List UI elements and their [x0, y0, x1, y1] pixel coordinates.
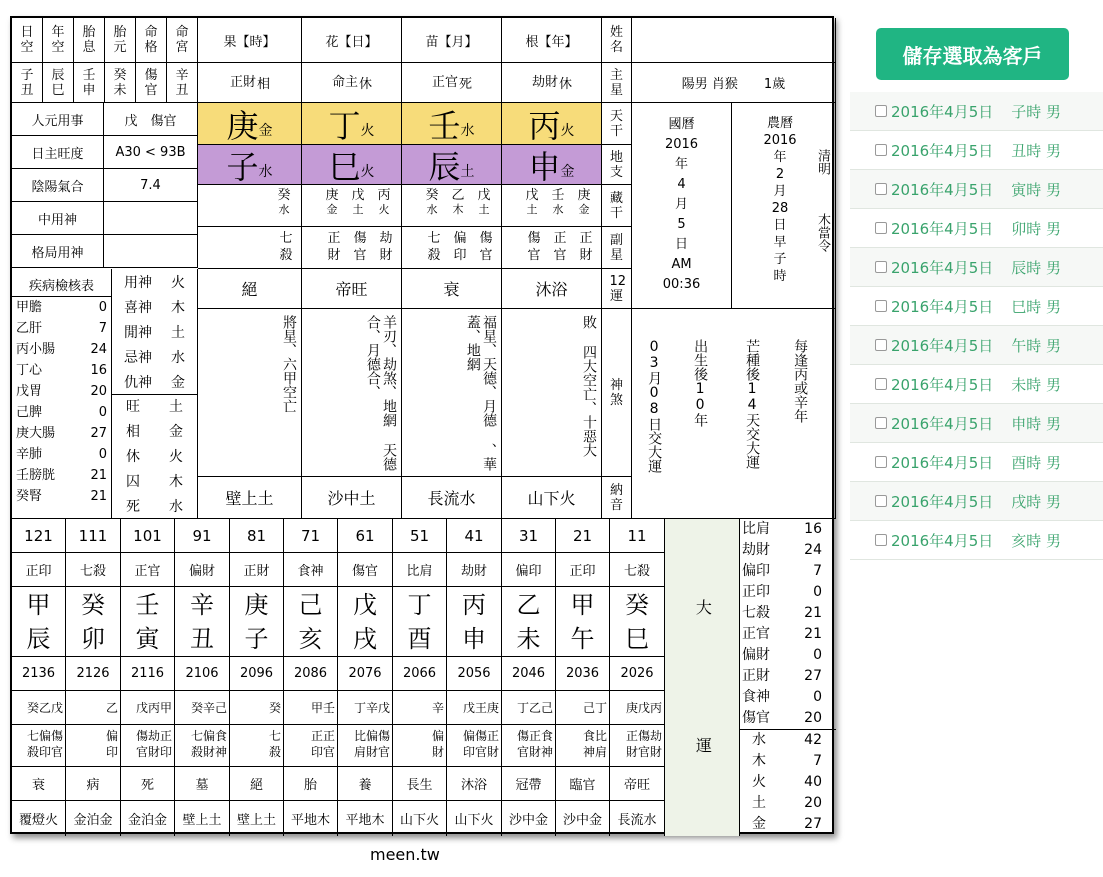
dayun-phase: 墓 [175, 767, 230, 801]
spirit-stars: 敗 四大空亡、十惡大 [502, 309, 602, 477]
hour-item[interactable] [850, 92, 1103, 131]
dayun-hidden: 辛 [393, 691, 447, 725]
hour-list [850, 92, 1103, 560]
dayun-god: 比肩 [393, 553, 447, 587]
hidden-stems: 庚 金戊 土丙 火 [302, 185, 402, 227]
ten-gods-count: 比肩 16 劫財 24 偏印 7 正印 0 七殺 21 正官 21 偏財 0 正財 27 食神 0 傷官 20 [740, 519, 836, 730]
dayun-pillar: 甲 辰 [12, 587, 66, 657]
useful-gods: 用神 火 喜神 木 閒神 土 忌神 水 仇神 金 [112, 269, 198, 395]
nayin: 長流水 [402, 477, 502, 519]
hour-label: 丑時 男 [1011, 141, 1062, 160]
meta-label: 胎元 [105, 18, 136, 63]
element-count: 水 42 木 7 火 40 土 20 金 27 [752, 732, 822, 832]
site-footer: meen.tw [370, 845, 440, 864]
heavenly-stem: 丁 $_火$ [302, 103, 402, 145]
hour-item[interactable] [850, 404, 1103, 443]
meta-label: 命格 [136, 18, 167, 63]
dayun-phase: 沐浴 [447, 767, 502, 801]
dayun-pillar: 乙 未 [502, 587, 556, 657]
dayun-age: 61 [338, 519, 393, 553]
dayun-nayin: 壁上土 [175, 801, 230, 836]
hour-label: 未時 男 [1011, 375, 1062, 394]
dayun-hidden: 丁辛戊 [338, 691, 393, 725]
dayun-phase: 帝旺 [610, 767, 665, 801]
dayun-nayin: 沙中金 [502, 801, 556, 836]
tiangan-label: 天干 [602, 103, 632, 145]
lunar-date: 農曆 2016 年 2 月 28 日 早 子 時 清明 木當令 [732, 103, 836, 309]
dayun-god: 正財 [230, 553, 284, 587]
hour-label: 酉時 男 [1011, 453, 1062, 472]
pillar-header: 花【日】 [302, 18, 402, 63]
dayun-hidden: 庚戊丙 [610, 691, 665, 725]
dayun-year: 2046 [502, 657, 556, 691]
dayun-hidden: 己丁 [556, 691, 610, 725]
dayun-pillar: 壬 寅 [121, 587, 175, 657]
dayun-god: 正印 [12, 553, 66, 587]
main-star: 正財 相 [198, 63, 302, 103]
earthly-branch: 巳 $_火$ [302, 145, 402, 185]
dayun-pillar: 戊 戌 [338, 587, 393, 657]
dayun-hidden: 癸辛己 [175, 691, 230, 725]
dayun-nayin: 金泊金 [66, 801, 121, 836]
dayun-year: 2126 [66, 657, 121, 691]
info-label: 中用神 [12, 202, 104, 235]
heavenly-stem: 庚 $_金$ [198, 103, 302, 145]
hidden-stems: 癸 水 [198, 185, 302, 227]
dayun-phase: 絕 [230, 767, 284, 801]
dayun-god: 食神 [284, 553, 338, 587]
hour-item[interactable] [850, 248, 1103, 287]
hour-date: 2016年4月5日 [891, 141, 994, 160]
earthly-branch: 辰 $_土$ [402, 145, 502, 185]
hour-label: 巳時 男 [1011, 297, 1062, 316]
hour-checkbox[interactable] [875, 144, 887, 156]
life-phase: 沐浴 [502, 269, 602, 309]
meta-label: 日空 [12, 18, 43, 63]
hour-label: 卯時 男 [1011, 219, 1062, 238]
info-value [104, 202, 198, 235]
nayin: 山下火 [502, 477, 602, 519]
dayun-hidden: 癸 [230, 691, 284, 725]
dayun-god: 傷官 [338, 553, 393, 587]
dayun-hidden-gods: 傷劫正 官財印 [121, 725, 175, 767]
meta-value: 壬申 [74, 63, 105, 103]
main-star: 劫財 休 [502, 63, 602, 103]
spirit-stars: 福星、天德、月德 、華蓋、地網 [402, 309, 502, 477]
dayun-age: 31 [502, 519, 556, 553]
disease-checklist: 疾病檢核表 甲膽 0 乙肝 7 丙小腸 24 丁心 16 戊胃 20 己脾 0 庚大腸 27 辛肺 0 壬膀胱 21 癸腎 21 [12, 269, 112, 519]
hour-checkbox[interactable] [875, 534, 887, 546]
dayun-phase: 冠帶 [502, 767, 556, 801]
gregorian-date: 國曆 2016 年 4 月 5 日 AM 00:36 [632, 103, 732, 309]
hour-checkbox[interactable] [875, 105, 887, 117]
dayun-phase: 衰 [12, 767, 66, 801]
dayun-year: 2026 [610, 657, 665, 691]
hour-date: 2016年4月5日 [891, 219, 994, 238]
dayun-year: 2036 [556, 657, 610, 691]
dayun-pillar: 癸 卯 [66, 587, 121, 657]
dayun-hidden: 丁乙己 [502, 691, 556, 725]
hour-date: 2016年4月5日 [891, 414, 994, 433]
hour-label: 午時 男 [1011, 336, 1062, 355]
dayun-hidden-gods: 七偏傷 殺印官 [12, 725, 66, 767]
shensha-label: 神煞 [602, 309, 632, 477]
life-phase: 衰 [402, 269, 502, 309]
hidden-stems: 癸 水乙 木戊 土 [402, 185, 502, 227]
hour-checkbox[interactable] [875, 261, 887, 273]
heavenly-stem: 丙 $_火$ [502, 103, 602, 145]
main-star: 命主 休 [302, 63, 402, 103]
hour-item[interactable] [850, 209, 1103, 248]
hour-checkbox[interactable] [875, 378, 887, 390]
hour-label: 申時 男 [1011, 414, 1062, 433]
fuxing-label: 副星 [602, 227, 632, 269]
meta-value: 辰巳 [43, 63, 74, 103]
bazi-chart [10, 16, 834, 834]
sub-stars: 傷官正官正財 [502, 227, 602, 269]
main-star: 正官 死 [402, 63, 502, 103]
hidden-stems: 戊 土壬 水庚 金 [502, 185, 602, 227]
nayin-label: 納音 [602, 477, 632, 519]
hour-date: 2016年4月5日 [891, 180, 994, 199]
meta-value: 癸未 [105, 63, 136, 103]
meta-label: 命宮 [167, 18, 198, 63]
dayun-god: 正印 [556, 553, 610, 587]
start-luck: 03月08日交大運 出生後10年 芒種後14天交大運 每逢丙或辛年 [632, 309, 836, 519]
nayin: 壁上土 [198, 477, 302, 519]
yun-label: 12運 [602, 269, 632, 309]
meta-label: 胎息 [74, 18, 105, 63]
hour-date: 2016年4月5日 [891, 531, 994, 550]
dayun-phase: 病 [66, 767, 121, 801]
dayun-pillar: 庚 子 [230, 587, 284, 657]
dayun-pillar: 丁 酉 [393, 587, 447, 657]
sub-stars: 七殺 [198, 227, 302, 269]
dayun-god: 劫財 [447, 553, 502, 587]
dayun-nayin: 山下火 [393, 801, 447, 836]
pillar-header: 苗【月】 [402, 18, 502, 63]
hour-date: 2016年4月5日 [891, 492, 994, 511]
dayun-age: 101 [121, 519, 175, 553]
dayun-god: 七殺 [66, 553, 121, 587]
dayun-nayin: 平地木 [284, 801, 338, 836]
hour-label: 子時 男 [1011, 102, 1062, 121]
dayun-age: 71 [284, 519, 338, 553]
dayun-nayin: 山下火 [447, 801, 502, 836]
hour-item[interactable] [850, 482, 1103, 521]
hour-date: 2016年4月5日 [891, 297, 994, 316]
name-label: 姓名 [602, 18, 632, 63]
dayun-label: 大 運 [665, 519, 740, 836]
dayun-hidden-gods: 偏 財 [393, 725, 447, 767]
hour-label: 辰時 男 [1011, 258, 1062, 277]
spirit-stars: 羊刃、劫煞、地網 天德合、月德合、 [302, 309, 402, 477]
pillar-header: 根【年】 [502, 18, 602, 63]
info-label: 格局用神 [12, 235, 104, 268]
hour-checkbox[interactable] [875, 300, 887, 312]
dayun-pillar: 癸 巳 [610, 587, 665, 657]
dayun-nayin: 金泊金 [121, 801, 175, 836]
dayun-hidden-gods: 偏 印 [66, 725, 121, 767]
dayun-age: 51 [393, 519, 447, 553]
earthly-branch: 申 $_金$ [502, 145, 602, 185]
hour-checkbox[interactable] [875, 495, 887, 507]
dayun-year: 2106 [175, 657, 230, 691]
info-value: A30 < 93B [104, 136, 198, 169]
dayun-year: 2066 [393, 657, 447, 691]
info-label: 陰陽氣合 [12, 169, 104, 202]
dayun-god: 正官 [121, 553, 175, 587]
dayun-god: 偏印 [502, 553, 556, 587]
dayun-pillar: 辛 丑 [175, 587, 230, 657]
dayun-hidden: 戊丙甲 [121, 691, 175, 725]
dayun-nayin: 覆燈火 [12, 801, 66, 836]
meta-value: 子丑 [12, 63, 43, 103]
dayun-hidden: 戊王庚 [447, 691, 502, 725]
name-value [632, 18, 836, 63]
hour-label: 戌時 男 [1011, 492, 1062, 511]
dayun-nayin: 壁上土 [230, 801, 284, 836]
dayun-hidden-gods: 正傷劫 財官財 [610, 725, 665, 767]
sub-stars: 七殺偏印傷官 [402, 227, 502, 269]
dayun-hidden-gods: 偏傷正 印官財 [447, 725, 502, 767]
dayun-age: 121 [12, 519, 66, 553]
dayun-age: 111 [66, 519, 121, 553]
save-client-button[interactable]: 儲存選取為客戶 [876, 28, 1069, 80]
hour-checkbox[interactable] [875, 417, 887, 429]
dayun-hidden: 甲壬 [284, 691, 338, 725]
info-label: 人元用事 [12, 103, 104, 136]
dayun-phase: 長生 [393, 767, 447, 801]
dayun-age: 81 [230, 519, 284, 553]
spirit-stars: 將星、六甲空亡 [198, 309, 302, 477]
pillar-header: 果【時】 [198, 18, 302, 63]
hour-item[interactable] [850, 131, 1103, 170]
dayun-pillar: 甲 午 [556, 587, 610, 657]
dayun-nayin: 平地木 [338, 801, 393, 836]
info-value [104, 235, 198, 268]
dayun-phase: 臨官 [556, 767, 610, 801]
dayun-nayin: 沙中金 [556, 801, 610, 836]
hour-date: 2016年4月5日 [891, 375, 994, 394]
dayun-hidden-gods: 比偏傷 肩財官 [338, 725, 393, 767]
hour-checkbox[interactable] [875, 339, 887, 351]
hour-item[interactable] [850, 170, 1103, 209]
nayin: 沙中土 [302, 477, 402, 519]
sub-stars: 正財傷官劫財 [302, 227, 402, 269]
gender-line: 陽男 肖猴 1歲 [632, 63, 836, 103]
hour-label: 亥時 男 [1011, 531, 1062, 550]
info-value: 戊 傷官 [104, 103, 198, 136]
hour-item[interactable] [850, 443, 1103, 482]
dayun-hidden-gods: 七偏食 殺財神 [175, 725, 230, 767]
hour-date: 2016年4月5日 [891, 102, 994, 121]
dayun-hidden: 癸乙戊 [12, 691, 66, 725]
hour-item[interactable] [850, 326, 1103, 365]
dayun-age: 11 [610, 519, 665, 553]
hour-date: 2016年4月5日 [891, 336, 994, 355]
dayun-god: 偏財 [175, 553, 230, 587]
hour-date: 2016年4月5日 [891, 258, 994, 277]
dayun-pillar: 己 亥 [284, 587, 338, 657]
hour-item[interactable] [850, 521, 1103, 560]
seasonal-strength: 旺 土 相 金 休 火 囚 木 死 水 [112, 395, 198, 519]
life-phase: 帝旺 [302, 269, 402, 309]
dayun-year: 2116 [121, 657, 175, 691]
dayun-phase: 死 [121, 767, 175, 801]
dayun-pillar: 丙 申 [447, 587, 502, 657]
hour-item[interactable] [850, 365, 1103, 404]
dayun-god: 七殺 [610, 553, 665, 587]
dayun-phase: 養 [338, 767, 393, 801]
dayun-age: 21 [556, 519, 610, 553]
meta-value: 辛丑 [167, 63, 198, 103]
hour-label: 寅時 男 [1011, 180, 1062, 199]
earthly-branch: 子 $_水$ [198, 145, 302, 185]
dayun-nayin: 長流水 [610, 801, 665, 836]
hour-date: 2016年4月5日 [891, 453, 994, 472]
canggan-label: 藏干 [602, 185, 632, 227]
dayun-year: 2136 [12, 657, 66, 691]
dayun-age: 41 [447, 519, 502, 553]
dayun-year: 2086 [284, 657, 338, 691]
dayun-phase: 胎 [284, 767, 338, 801]
dayun-year: 2076 [338, 657, 393, 691]
dayun-hidden-gods: 七 殺 [230, 725, 284, 767]
dayun-year: 2096 [230, 657, 284, 691]
heavenly-stem: 壬 $_水$ [402, 103, 502, 145]
dayun-hidden-gods: 傷正食 官財神 [502, 725, 556, 767]
hour-checkbox[interactable] [875, 222, 887, 234]
main-star-label: 主星 [602, 63, 632, 103]
dayun-hidden-gods: 正正 印官 [284, 725, 338, 767]
info-value: 7.4 [104, 169, 198, 202]
hour-item[interactable] [850, 287, 1103, 326]
info-label: 日主旺度 [12, 136, 104, 169]
life-phase: 絕 [198, 269, 302, 309]
hour-checkbox[interactable] [875, 183, 887, 195]
meta-label: 年空 [43, 18, 74, 63]
dayun-year: 2056 [447, 657, 502, 691]
dizhi-label: 地支 [602, 145, 632, 185]
dayun-hidden: 乙 [66, 691, 121, 725]
meta-value: 傷官 [136, 63, 167, 103]
dayun-age: 91 [175, 519, 230, 553]
hour-checkbox[interactable] [875, 456, 887, 468]
dayun-hidden-gods: 食比 神肩 [556, 725, 610, 767]
